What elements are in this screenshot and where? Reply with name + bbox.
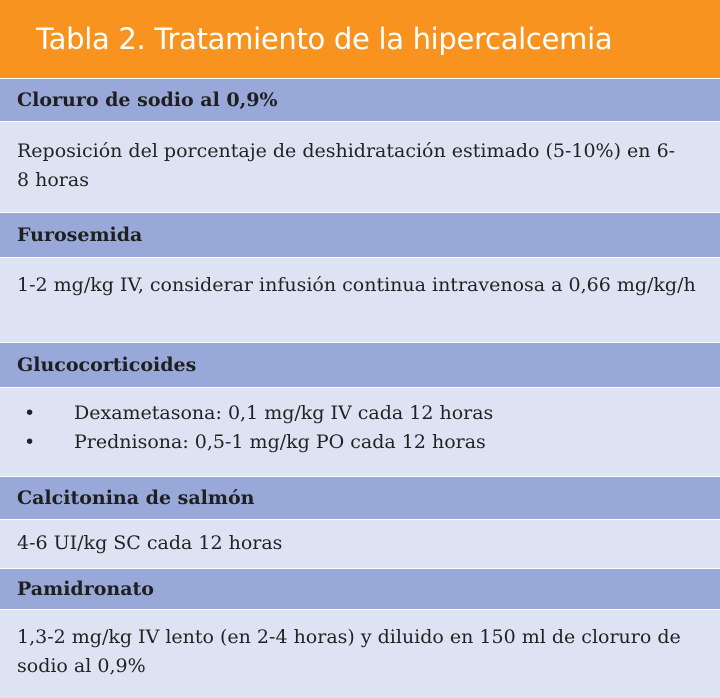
section-body-glucocorticoides — [0, 388, 720, 476]
list-item-text: Dexametasona: 0,1 mg/kg IV cada 12 horas — [74, 402, 494, 424]
section-header-cloruro — [0, 78, 720, 122]
section-header-glucocorticoides — [0, 342, 720, 388]
section-header-pamidronato — [0, 568, 720, 610]
bullet-icon: • — [24, 431, 36, 453]
section-body-text: 1-2 mg/kg IV, considerar infusión continua intravenosa a 0,66 mg/kg/h — [17, 274, 696, 296]
section-body-calcitonina — [0, 520, 720, 568]
section-header-label: Cloruro de sodio al 0,9% — [17, 89, 278, 111]
section-body-text: 4-6 UI/kg SC cada 12 horas — [17, 532, 283, 554]
section-body-text: 1,3-2 mg/kg IV lento (en 2-4 horas) y diluido en 150 ml de cloruro de sodio al 0,9% — [17, 626, 681, 677]
table-title-bar — [0, 0, 720, 78]
section-header-calcitonina — [0, 476, 720, 520]
list-item — [17, 428, 700, 457]
section-body-pamidronato — [0, 610, 720, 698]
section-header-label: Furosemida — [17, 224, 143, 246]
section-header-furosemida — [0, 212, 720, 258]
list-item — [17, 399, 700, 428]
section-header-label: Pamidronato — [17, 578, 154, 600]
section-body-text: Reposición del porcentaje de deshidratación estimado (5-10%) en 6-8 horas — [17, 140, 676, 191]
list-item-text: Prednisona: 0,5-1 mg/kg PO cada 12 horas — [74, 431, 486, 453]
section-body-furosemida — [0, 258, 720, 342]
section-header-label: Calcitonina de salmón — [17, 487, 255, 509]
section-header-label: Glucocorticoides — [17, 354, 197, 376]
bullet-list — [17, 399, 700, 457]
bullet-icon: • — [24, 402, 36, 424]
section-body-cloruro — [0, 122, 720, 212]
table-title: Tabla 2. Tratamiento de la hipercalcemia — [36, 22, 613, 56]
